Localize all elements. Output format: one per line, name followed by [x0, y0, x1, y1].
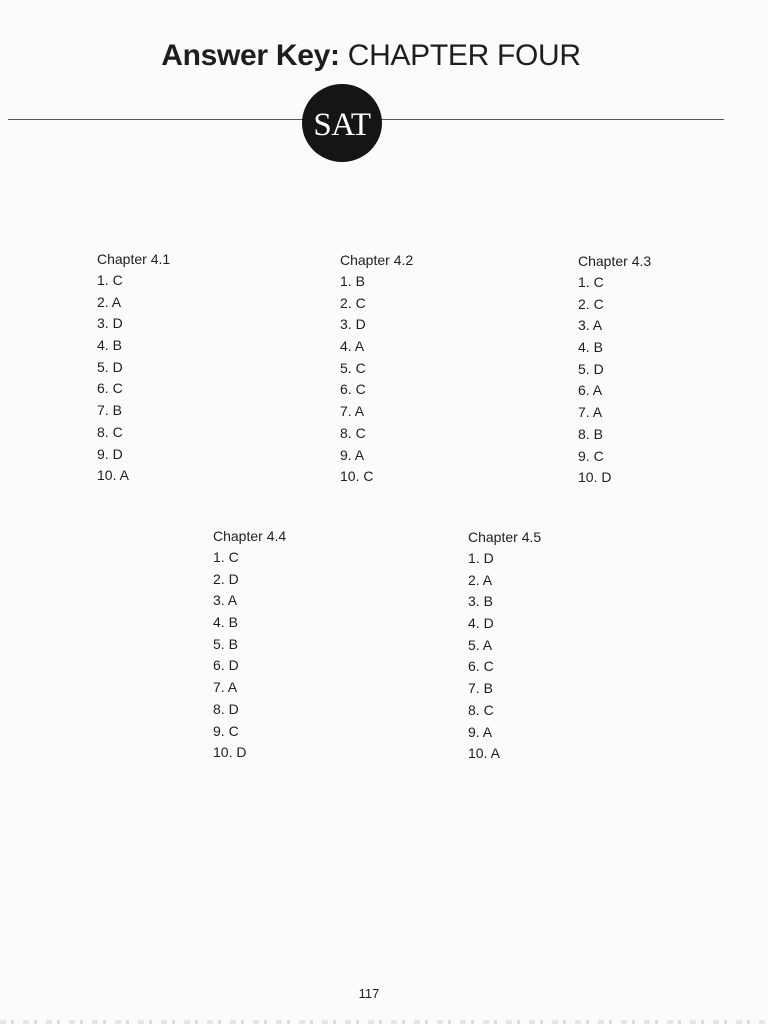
- answer-item: 6. C: [97, 380, 123, 397]
- answer-item: 7. A: [213, 679, 238, 696]
- answer-item: 2. C: [340, 294, 366, 311]
- answer-item: 8. C: [468, 701, 494, 718]
- answer-item: 6. D: [213, 657, 239, 674]
- answer-list: [468, 548, 541, 765]
- answer-item: 2. A: [468, 571, 493, 588]
- chapter-heading: Chapter 4.1: [97, 251, 171, 267]
- answer-column-4-3: [578, 250, 651, 489]
- answer-item: 8. C: [97, 423, 123, 440]
- answer-item: 9. A: [340, 446, 365, 463]
- answer-item: 5. D: [97, 358, 123, 375]
- answer-item: 3. B: [468, 593, 493, 610]
- answer-item: 6. C: [340, 381, 366, 398]
- answer-item: 1. D: [468, 550, 494, 566]
- answer-column-4-2: [340, 249, 413, 488]
- scan-edge-artifact: [0, 1020, 768, 1024]
- answer-item: 4. B: [97, 337, 122, 354]
- answer-item: 10. A: [97, 467, 129, 484]
- answer-item: 7. B: [468, 680, 493, 697]
- answer-item: 7. B: [97, 402, 122, 419]
- answer-item: 4. D: [468, 615, 494, 632]
- title-chapter: CHAPTER FOUR: [347, 39, 581, 72]
- answer-item: 3. A: [213, 592, 238, 609]
- answer-item: 10. A: [468, 745, 500, 762]
- page-title: [0, 36, 742, 76]
- sat-badge-label: SAT: [313, 106, 371, 143]
- answer-item: 7. A: [578, 404, 603, 421]
- answer-list: [340, 271, 413, 488]
- answer-item: 5. A: [468, 636, 493, 653]
- answer-item: 10. D: [578, 469, 612, 486]
- chapter-heading: Chapter 4.2: [340, 252, 414, 268]
- answer-column-4-1: [97, 248, 170, 487]
- answer-item: 3. D: [97, 315, 123, 332]
- answer-item: 9. C: [578, 447, 604, 464]
- page-number: 117: [358, 986, 380, 1001]
- answer-list: [97, 270, 170, 487]
- chapter-heading: Chapter 4.4: [213, 528, 287, 544]
- answer-item: 8. B: [578, 425, 603, 442]
- answer-item: 4. B: [213, 614, 238, 631]
- answer-item: 1. B: [340, 273, 365, 289]
- answer-list: [213, 547, 286, 764]
- answer-item: 2. D: [213, 570, 239, 587]
- answer-item: 6. C: [468, 658, 494, 675]
- answer-item: 7. A: [340, 403, 365, 420]
- answer-item: 5. B: [213, 635, 238, 652]
- sat-badge: [302, 84, 382, 162]
- answer-item: 3. A: [578, 317, 603, 334]
- answer-item: 4. A: [340, 338, 365, 355]
- answer-column-4-4: [213, 525, 286, 764]
- answer-item: 9. D: [97, 445, 123, 462]
- chapter-heading: Chapter 4.5: [468, 529, 542, 545]
- answer-item: 3. D: [340, 316, 366, 333]
- title-answer-key: Answer Key:: [161, 39, 340, 72]
- answer-item: 1. C: [213, 549, 239, 565]
- answer-item: 8. D: [213, 700, 239, 717]
- answer-item: 8. C: [340, 424, 366, 441]
- answer-item: 2. A: [97, 293, 122, 310]
- answer-item: 1. C: [578, 274, 604, 290]
- answer-item: 6. A: [578, 382, 603, 399]
- answer-item: 4. B: [578, 339, 603, 356]
- answer-item: 9. C: [213, 722, 239, 739]
- chapter-heading: Chapter 4.3: [578, 253, 652, 269]
- answer-item: 1. C: [97, 272, 123, 288]
- answer-column-4-5: [468, 526, 541, 765]
- answer-item: 5. C: [340, 359, 366, 376]
- answer-item: 10. C: [340, 468, 374, 485]
- answer-item: 5. D: [578, 360, 604, 377]
- answer-item: 9. A: [468, 723, 493, 740]
- answer-item: 10. D: [213, 744, 247, 761]
- answer-list: [578, 272, 651, 489]
- answer-item: 2. C: [578, 295, 604, 312]
